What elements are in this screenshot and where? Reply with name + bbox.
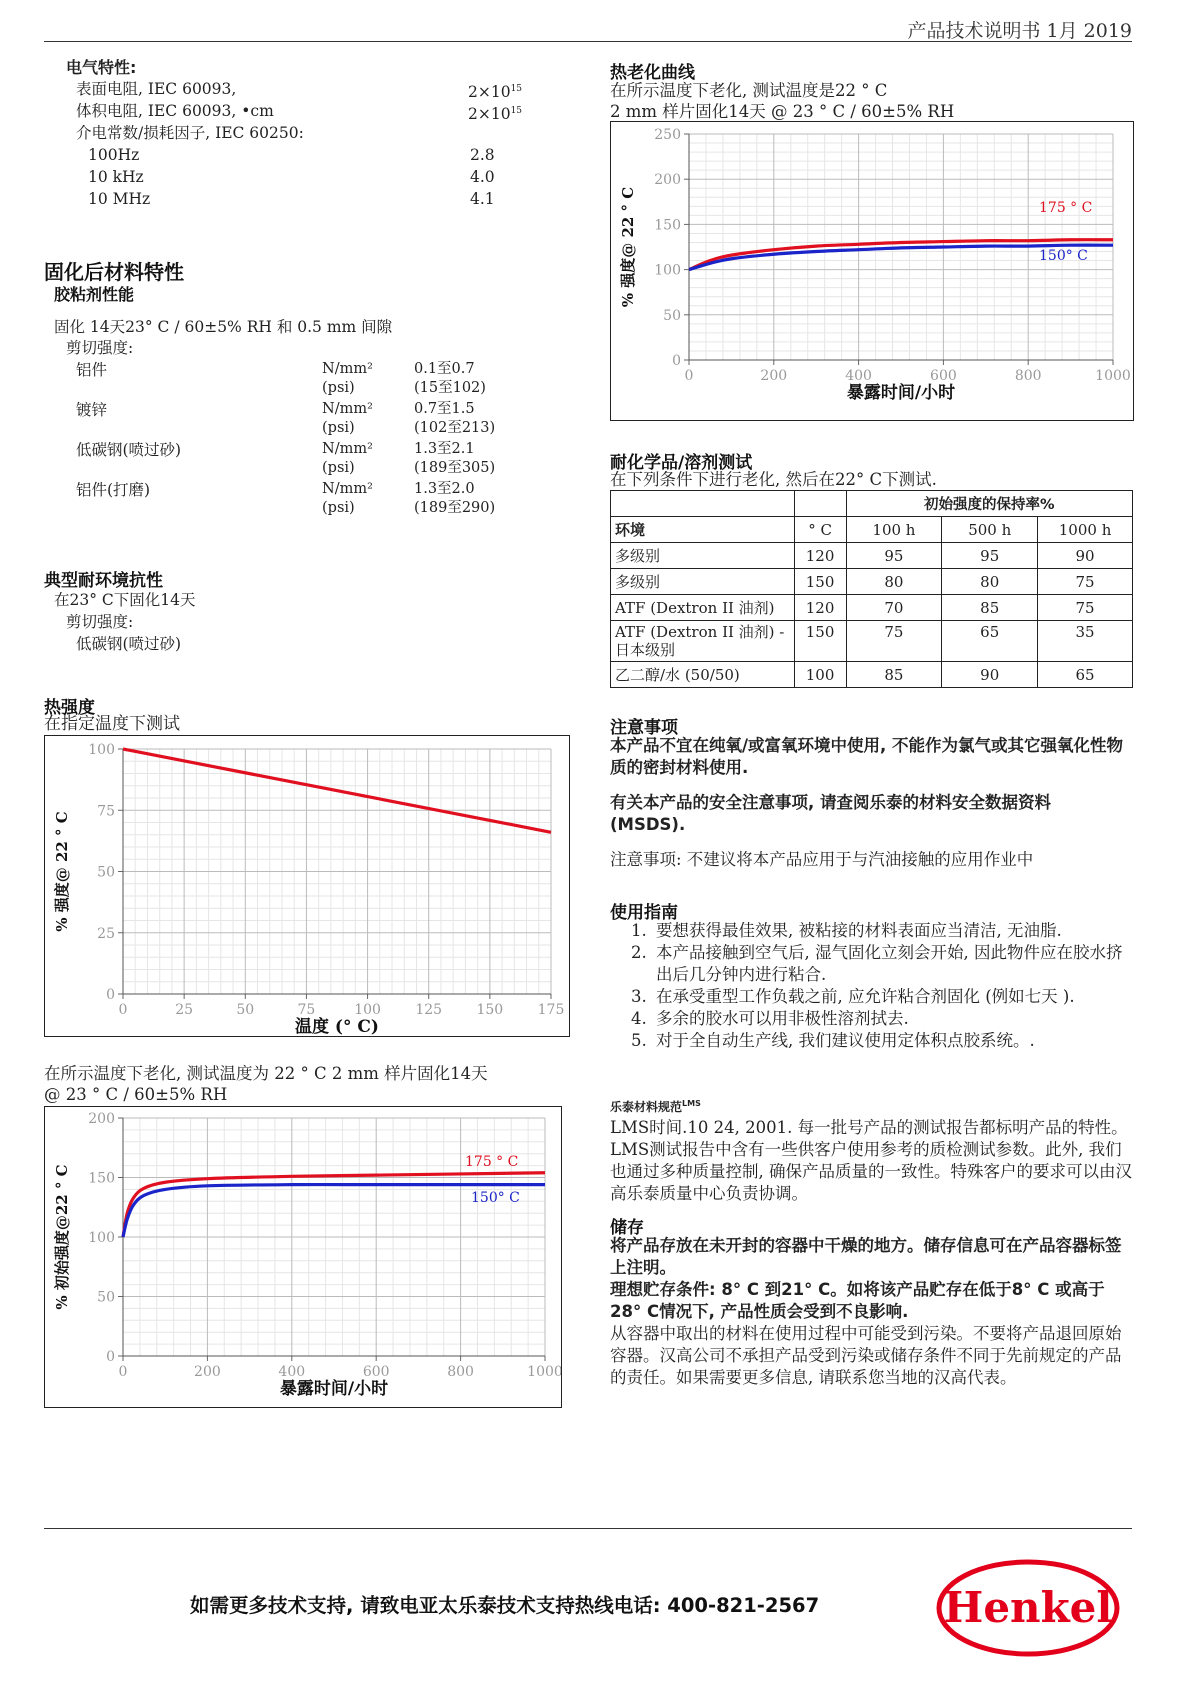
storage-info: 将产品存放在未开封的容器中干燥的地方。储存信息可在产品容器标签上注明。 xyxy=(610,1236,1122,1277)
notes-text: 注意事项: 不建议将本产品应用于与汽油接触的应用作业中 xyxy=(610,850,1034,869)
shear-value: 1.3至2.1 (189至305) xyxy=(414,441,496,476)
support-hotline: 如需更多技术支持, 请致电亚太乐泰技术支持热线电话: 400-821-2567 xyxy=(190,1594,820,1617)
x-tick-label: 600 xyxy=(930,368,957,384)
substrate-label: 铝件 xyxy=(76,361,108,379)
x-tick-label: 600 xyxy=(362,1364,390,1380)
x-tick-label: 25 xyxy=(175,1002,194,1018)
column-header: 1000 h xyxy=(1038,517,1133,543)
y-tick-label: 50 xyxy=(97,1289,115,1306)
x-tick-label: 0 xyxy=(118,1364,128,1380)
table-row xyxy=(611,662,1133,688)
table-cell: 75 xyxy=(1038,595,1133,621)
table-cell: 95 xyxy=(846,543,942,569)
header-divider xyxy=(44,41,1132,42)
unit-label: N/mm² (psi) xyxy=(322,361,373,396)
electrical-row-label: 表面电阻, IEC 60093, xyxy=(76,80,237,98)
electrical-row-label: 介电常数/损耗因子, IEC 60250: xyxy=(76,124,304,142)
x-tick-label: 1000 xyxy=(1095,368,1131,384)
column-header: ° C xyxy=(794,517,846,543)
hot-strength-chart-svg xyxy=(45,736,569,1036)
aging-chart-left xyxy=(44,1106,562,1408)
list-item: 1. 要想获得最佳效果, 被粘接的材料表面应当清洁, 无油脂. xyxy=(652,920,1132,942)
x-tick-label: 800 xyxy=(447,1364,474,1380)
electrical-row-label: 体积电阻, IEC 60093, •cm xyxy=(76,102,274,120)
unit-label: N/mm² (psi) xyxy=(322,401,373,436)
hot-strength-subtitle: 在指定温度下测试 xyxy=(44,714,180,734)
electrical-row-value: $2\times 10^{15}$ xyxy=(468,83,523,102)
list-item: 5. 对于全自动生产线, 我们建议使用定体积点胶系统。. xyxy=(652,1030,1132,1052)
aging-chart-left-svg xyxy=(45,1107,561,1407)
y-tick-label: 100 xyxy=(88,742,115,758)
heat-aging-caption: 在所示温度下老化, 测试温度是22 ° C xyxy=(610,81,888,100)
x-tick-label: 0 xyxy=(118,1002,128,1018)
y-tick-label: 50 xyxy=(663,307,681,324)
x-axis-label: 温度 (° C) xyxy=(295,1017,379,1036)
series-label: 175 ° C xyxy=(465,1154,519,1170)
list-item: 2. 本产品接触到空气后, 湿气固化立刻会开始, 因此物件应在胶水挤出后几分钟内进行粘合. xyxy=(652,942,1132,986)
electrical-row-label: 100Hz xyxy=(88,146,140,164)
electrical-row-label: 10 MHz xyxy=(88,190,151,208)
y-tick-label: 150 xyxy=(88,1170,115,1187)
y-axis-label: % 强度@ 22 ° C xyxy=(53,811,71,932)
x-tick-label: 150 xyxy=(476,1002,504,1018)
table-cell: 70 xyxy=(846,595,942,621)
table-cell: 150 xyxy=(794,621,846,662)
shear-value: 0.1至0.7 (15至102) xyxy=(414,361,486,396)
lms-text: LMS时间.10 24, 2001. 每一批号产品的测试报告都标明产品的特性。LMS测试报告中含有一些供客户使用参考的质检测试参数。此外, 我们也通过多种质量控制, 确保产品质量的一致性。特殊客户的要求可以由汉高乐泰质量中心负责协调。 xyxy=(610,1118,1132,1203)
table-cell: 85 xyxy=(846,662,942,688)
y-tick-label: 200 xyxy=(88,1111,115,1127)
x-tick-label: 800 xyxy=(1014,368,1042,384)
table-row xyxy=(611,621,1133,662)
electrical-row-value: 4.0 xyxy=(470,168,495,186)
henkel-logo xyxy=(935,1558,1121,1658)
column-header: 500 h xyxy=(942,517,1038,543)
x-tick-label: 200 xyxy=(194,1364,221,1380)
table-cell: ATF (Dextron II 油剂) - 日本级别 xyxy=(611,621,795,662)
table-row xyxy=(611,595,1133,621)
y-axis-label: % 初始强度@22 ° C xyxy=(53,1164,71,1310)
chem-table xyxy=(610,490,1133,688)
list-item: 3. 在承受重型工作负载之前, 应允许粘合剂固化 (例如七天 ). xyxy=(652,986,1132,1008)
storage-text: 从容器中取出的材料在使用过程中可能受到污染。不要将产品退回原始容器。汉高公司不承担产品受到污染或储存条件不同于先前规定的产品的责任。如果需要更多信息, 请联系您当地的汉高代表。 xyxy=(610,1324,1122,1387)
hot-strength-title: 热强度 xyxy=(44,698,95,718)
aging-caption: 在所示温度下老化, 测试温度为 22 ° C 2 mm 样片固化14天 xyxy=(44,1064,488,1083)
y-tick-label: 100 xyxy=(654,262,681,279)
table-cell: ATF (Dextron II 油剂) xyxy=(611,595,795,621)
chem-title: 耐化学品/溶剂测试 xyxy=(610,453,753,473)
y-tick-label: 0 xyxy=(106,987,115,1003)
notes-safety: 有关本产品的安全注意事项, 请查阅乐泰的材料安全数据资料 (MSDS). xyxy=(610,793,1052,834)
shear-value: 1.3至2.0 (189至290) xyxy=(414,481,496,516)
column-header: 环境 xyxy=(611,517,795,543)
x-tick-label: 75 xyxy=(297,1002,316,1018)
aging-caption: @ 23 ° C / 60±5% RH xyxy=(44,1085,228,1104)
table-cell: 80 xyxy=(846,569,942,595)
table-cell: 乙二醇/水 (50/50) xyxy=(611,662,795,688)
heat-aging-chart xyxy=(610,121,1134,421)
document-header: 产品技术说明书 1月 2019 xyxy=(907,20,1132,42)
env-title: 典型耐环境抗性 xyxy=(44,571,163,591)
y-tick-label: 0 xyxy=(672,353,681,369)
y-tick-label: 100 xyxy=(88,1230,115,1246)
table-row xyxy=(611,543,1133,569)
series-label: 150° C xyxy=(471,1190,520,1206)
table-cell: 120 xyxy=(794,595,846,621)
table-cell: 90 xyxy=(1038,543,1133,569)
x-tick-label: 100 xyxy=(354,1002,381,1018)
heat-aging-title: 热老化曲线 xyxy=(610,63,695,83)
x-tick-label: 1000 xyxy=(527,1364,561,1380)
lms-title: 乐泰材料规范$^{LMS}$ xyxy=(610,1099,701,1114)
y-tick-label: 50 xyxy=(97,864,115,881)
table-cell: 90 xyxy=(942,662,1038,688)
notes-title: 注意事项 xyxy=(610,718,678,738)
table-cell: 65 xyxy=(1038,662,1133,688)
heat-aging-caption: 2 mm 样片固化14天 @ 23 ° C / 60±5% RH xyxy=(610,102,955,121)
substrate-label: 镀锌 xyxy=(76,401,108,419)
chem-subtitle: 在下列条件下进行老化, 然后在22° C下测试. xyxy=(610,470,937,489)
heat-aging-chart-svg xyxy=(611,122,1133,420)
table-cell: 85 xyxy=(942,595,1038,621)
electrical-row-value: 4.1 xyxy=(470,190,495,208)
henkel-logo-icon xyxy=(935,1558,1121,1658)
storage-conditions: 理想贮存条件: 8° C 到21° C。如将该产品贮存在低于8° C 或高于28° C情况下, 产品性质会受到不良影响. xyxy=(610,1280,1105,1321)
x-axis-label: 暴露时间/小时 xyxy=(846,383,956,403)
table-cell: 35 xyxy=(1038,621,1133,662)
x-axis-label: 暴露时间/小时 xyxy=(279,1379,389,1399)
unit-label: N/mm² (psi) xyxy=(322,441,373,476)
series-label: 150° C xyxy=(1039,248,1088,264)
table-cell: 75 xyxy=(846,621,942,662)
y-tick-label: 0 xyxy=(106,1349,115,1365)
substrate-label: 铝件(打磨) xyxy=(76,481,151,499)
x-tick-label: 400 xyxy=(845,368,872,384)
x-tick-label: 0 xyxy=(684,368,694,384)
cured-title: 固化后材料特性 xyxy=(44,260,184,284)
hot-strength-chart xyxy=(44,735,570,1037)
electrical-row-value: $2\times 10^{15}$ xyxy=(468,105,523,124)
substrate-label: 低碳钢(喷过砂) xyxy=(76,441,182,459)
guide-list xyxy=(610,920,1132,1052)
column-header: 100 h xyxy=(846,517,942,543)
y-tick-label: 25 xyxy=(97,925,115,942)
table-cell: 100 xyxy=(794,662,846,688)
table-header-row xyxy=(611,491,1133,517)
series-label: 175 ° C xyxy=(1039,200,1093,216)
group-header: 初始强度的保持率% xyxy=(846,491,1132,517)
cured-subtitle: 胶粘剂性能 xyxy=(54,285,135,304)
electrical-row-value: 2.8 xyxy=(470,146,495,164)
table-cell: 75 xyxy=(1038,569,1133,595)
table-cell: 150 xyxy=(794,569,846,595)
table-cell: 120 xyxy=(794,543,846,569)
list-item: 4. 多余的胶水可以用非极性溶剂拭去. xyxy=(652,1008,1132,1030)
y-tick-label: 150 xyxy=(654,217,681,234)
table-cell: 80 xyxy=(942,569,1038,595)
table-cell: 95 xyxy=(942,543,1038,569)
table-cell: 多级别 xyxy=(611,543,795,569)
shear-value: 0.7至1.5 (102至213) xyxy=(414,401,496,436)
electrical-title: 电气特性: xyxy=(66,58,137,77)
cure-condition: 固化 14天23° C / 60±5% RH 和 0.5 mm 间隙 xyxy=(54,318,393,336)
x-tick-label: 50 xyxy=(236,1002,255,1018)
guide-title: 使用指南 xyxy=(610,903,678,923)
y-tick-label: 250 xyxy=(654,127,681,143)
table-cell: 65 xyxy=(942,621,1038,662)
shear-label: 剪切强度: xyxy=(66,339,134,357)
table-row xyxy=(611,569,1133,595)
env-line: 在23° C下固化14天 xyxy=(54,591,196,609)
x-tick-label: 200 xyxy=(760,368,788,384)
electrical-row-label: 10 kHz xyxy=(88,168,144,186)
env-line: 剪切强度: xyxy=(66,613,134,631)
y-tick-label: 75 xyxy=(97,803,115,820)
y-tick-label: 200 xyxy=(654,172,681,189)
unit-label: N/mm² (psi) xyxy=(322,481,373,516)
table-header-row xyxy=(611,517,1133,543)
x-tick-label: 125 xyxy=(415,1002,443,1018)
notes-warning: 本产品不宜在纯氧/或富氧环境中使用, 不能作为氯气或其它强氧化性物质的密封材料使用. xyxy=(610,736,1124,777)
y-axis-label: % 强度@ 22 ° C xyxy=(619,186,637,308)
footer-divider xyxy=(44,1528,1132,1529)
x-tick-label: 400 xyxy=(278,1364,306,1380)
table-cell: 多级别 xyxy=(611,569,795,595)
logo-text: Henkel xyxy=(943,1583,1113,1632)
env-line: 低碳钢(喷过砂) xyxy=(76,635,182,653)
storage-title: 储存 xyxy=(610,1218,644,1238)
x-tick-label: 175 xyxy=(537,1002,565,1018)
